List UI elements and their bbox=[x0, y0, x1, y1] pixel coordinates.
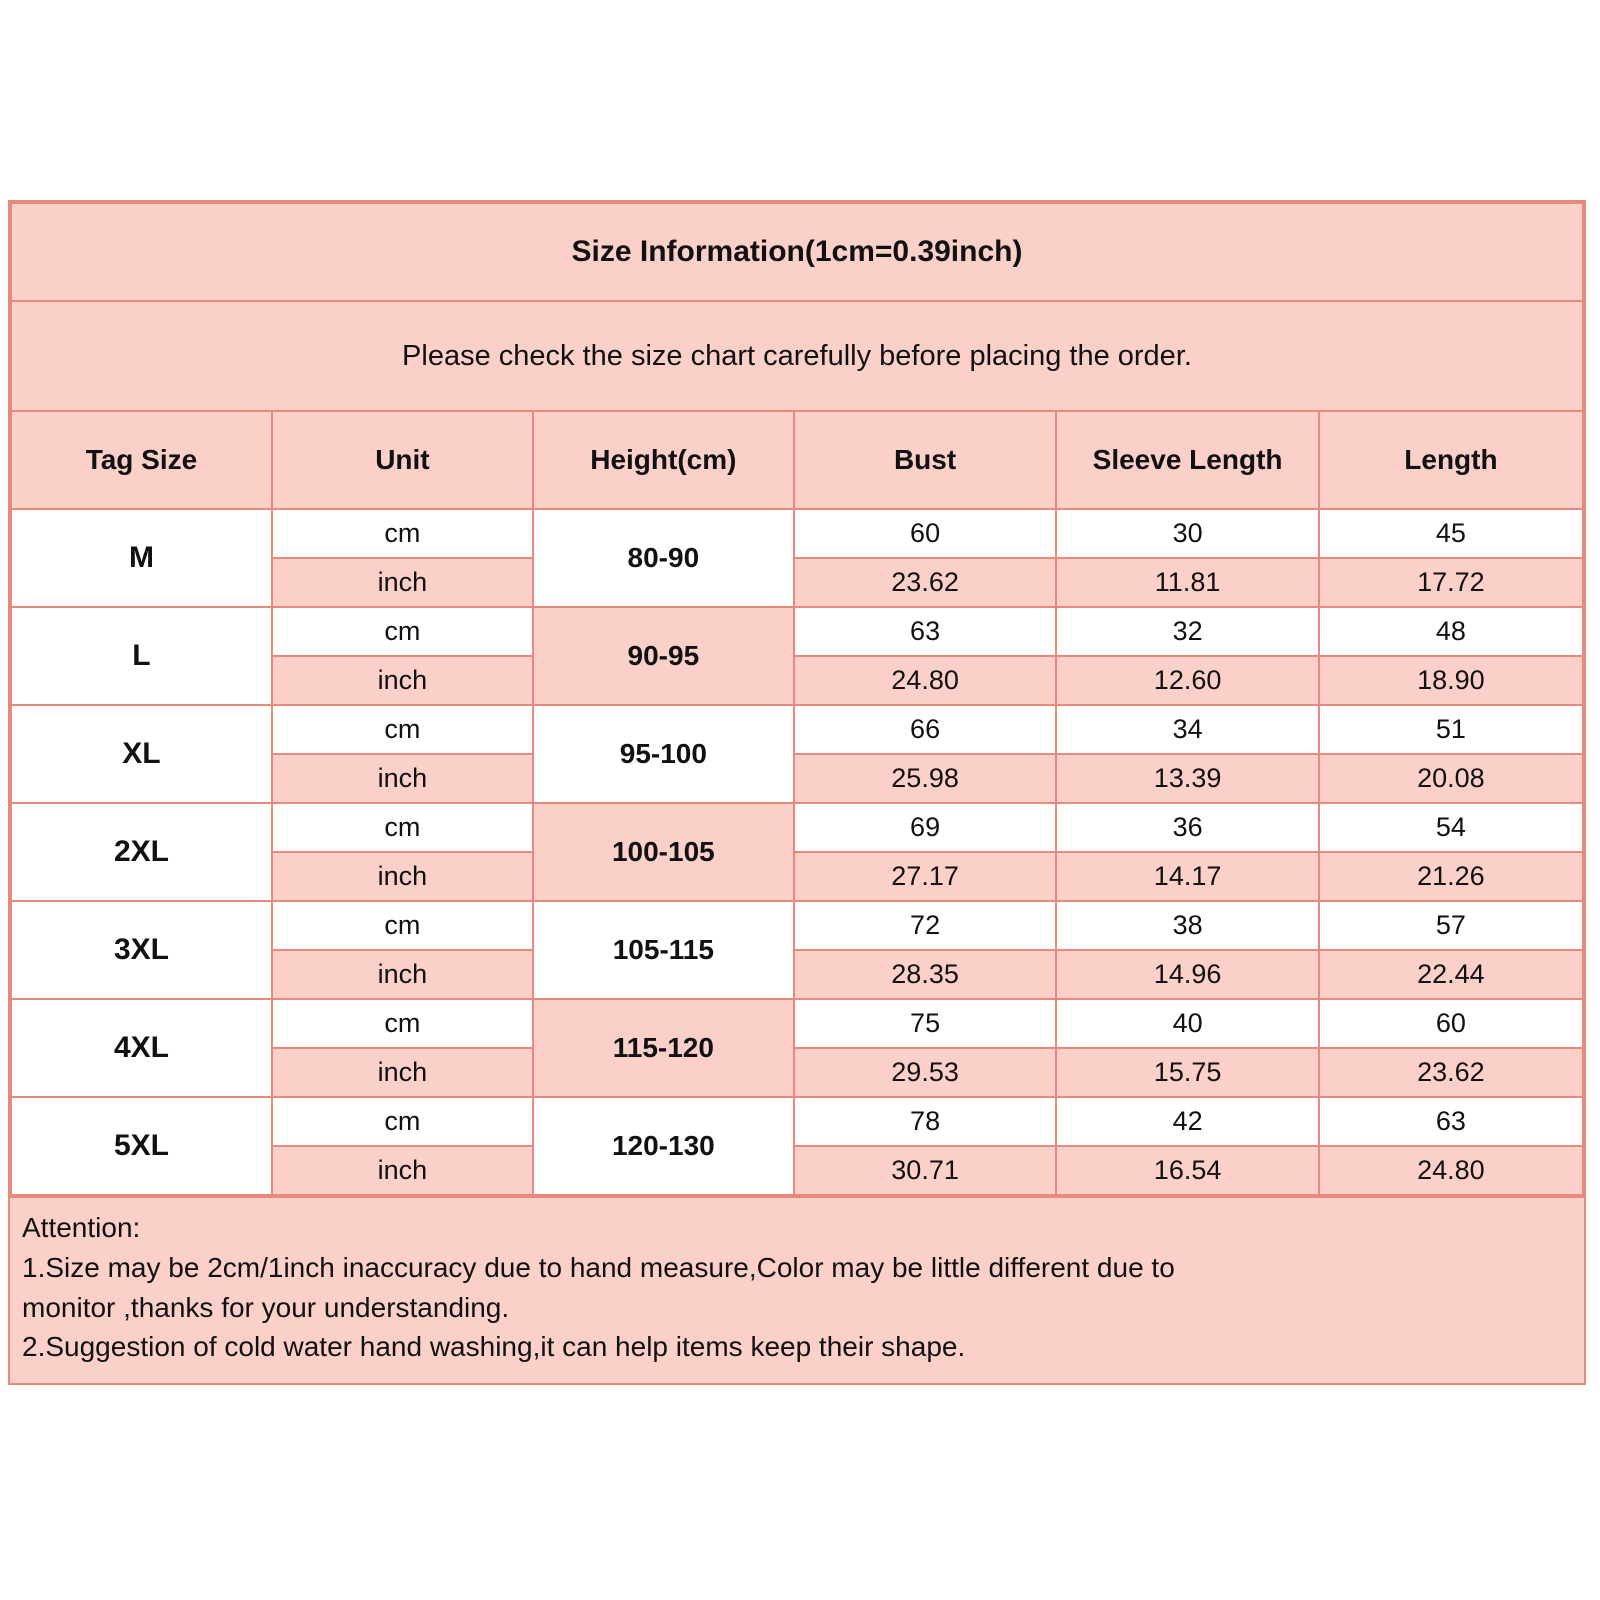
cell-sleeve-inch: 11.81 bbox=[1056, 558, 1319, 607]
cell-bust-cm: 75 bbox=[794, 999, 1057, 1048]
cell-length-inch: 17.72 bbox=[1319, 558, 1583, 607]
cell-sleeve-cm: 34 bbox=[1056, 705, 1319, 754]
cell-bust-inch: 29.53 bbox=[794, 1048, 1057, 1097]
cell-unit-inch: inch bbox=[272, 754, 533, 803]
table-title-row bbox=[11, 203, 1583, 301]
table-row bbox=[11, 901, 1583, 950]
cell-height: 95-100 bbox=[533, 705, 794, 803]
cell-unit-cm: cm bbox=[272, 509, 533, 558]
cell-length-cm: 45 bbox=[1319, 509, 1583, 558]
attention-section bbox=[10, 1196, 1584, 1383]
cell-bust-inch: 30.71 bbox=[794, 1146, 1057, 1195]
cell-tag-size: L bbox=[11, 607, 272, 705]
chart-subtitle: Please check the size chart carefully before placing the order. bbox=[11, 301, 1583, 411]
cell-length-cm: 54 bbox=[1319, 803, 1583, 852]
cell-unit-inch: inch bbox=[272, 1048, 533, 1097]
cell-tag-size: XL bbox=[11, 705, 272, 803]
cell-unit-cm: cm bbox=[272, 901, 533, 950]
chart-title: Size Information(1cm=0.39inch) bbox=[11, 203, 1583, 301]
cell-length-inch: 21.26 bbox=[1319, 852, 1583, 901]
cell-length-cm: 51 bbox=[1319, 705, 1583, 754]
size-information-table bbox=[10, 202, 1584, 1196]
cell-unit-cm: cm bbox=[272, 803, 533, 852]
column-header-tag-size: Tag Size bbox=[11, 411, 272, 509]
cell-height: 115-120 bbox=[533, 999, 794, 1097]
cell-sleeve-inch: 13.39 bbox=[1056, 754, 1319, 803]
cell-sleeve-inch: 14.96 bbox=[1056, 950, 1319, 999]
cell-length-cm: 57 bbox=[1319, 901, 1583, 950]
cell-unit-cm: cm bbox=[272, 607, 533, 656]
cell-sleeve-cm: 40 bbox=[1056, 999, 1319, 1048]
cell-sleeve-inch: 14.17 bbox=[1056, 852, 1319, 901]
cell-tag-size: 4XL bbox=[11, 999, 272, 1097]
cell-unit-inch: inch bbox=[272, 950, 533, 999]
cell-sleeve-cm: 38 bbox=[1056, 901, 1319, 950]
cell-bust-cm: 78 bbox=[794, 1097, 1057, 1146]
table-row bbox=[11, 999, 1583, 1048]
cell-tag-size: 2XL bbox=[11, 803, 272, 901]
cell-unit-inch: inch bbox=[272, 1146, 533, 1195]
size-chart-container bbox=[8, 200, 1586, 1385]
cell-bust-inch: 23.62 bbox=[794, 558, 1057, 607]
cell-length-cm: 63 bbox=[1319, 1097, 1583, 1146]
attention-line-1: 1.Size may be 2cm/1inch inaccuracy due to hand measure,Color may be little different due to bbox=[22, 1251, 1175, 1283]
attention-line-3: 2.Suggestion of cold water hand washing,it can help items keep their shape. bbox=[22, 1331, 966, 1363]
cell-bust-cm: 63 bbox=[794, 607, 1057, 656]
column-header-bust: Bust bbox=[794, 411, 1057, 509]
cell-unit-cm: cm bbox=[272, 999, 533, 1048]
cell-bust-inch: 25.98 bbox=[794, 754, 1057, 803]
cell-height: 105-115 bbox=[533, 901, 794, 999]
table-row bbox=[11, 705, 1583, 754]
cell-sleeve-inch: 15.75 bbox=[1056, 1048, 1319, 1097]
cell-sleeve-inch: 12.60 bbox=[1056, 656, 1319, 705]
table-row bbox=[11, 509, 1583, 558]
cell-bust-cm: 60 bbox=[794, 509, 1057, 558]
cell-bust-inch: 28.35 bbox=[794, 950, 1057, 999]
cell-height: 80-90 bbox=[533, 509, 794, 607]
cell-height: 120-130 bbox=[533, 1097, 794, 1195]
cell-sleeve-cm: 36 bbox=[1056, 803, 1319, 852]
cell-tag-size: 5XL bbox=[11, 1097, 272, 1195]
attention-heading: Attention: bbox=[22, 1212, 141, 1243]
column-header-unit: Unit bbox=[272, 411, 533, 509]
cell-tag-size: M bbox=[11, 509, 272, 607]
cell-sleeve-inch: 16.54 bbox=[1056, 1146, 1319, 1195]
cell-length-inch: 22.44 bbox=[1319, 950, 1583, 999]
cell-height: 100-105 bbox=[533, 803, 794, 901]
cell-bust-inch: 27.17 bbox=[794, 852, 1057, 901]
column-header-height: Height(cm) bbox=[533, 411, 794, 509]
table-row bbox=[11, 803, 1583, 852]
table-row bbox=[11, 607, 1583, 656]
cell-height: 90-95 bbox=[533, 607, 794, 705]
cell-sleeve-cm: 30 bbox=[1056, 509, 1319, 558]
cell-length-inch: 18.90 bbox=[1319, 656, 1583, 705]
cell-unit-inch: inch bbox=[272, 656, 533, 705]
table-row bbox=[11, 1097, 1583, 1146]
cell-unit-inch: inch bbox=[272, 558, 533, 607]
cell-bust-cm: 66 bbox=[794, 705, 1057, 754]
table-header-row bbox=[11, 411, 1583, 509]
cell-unit-cm: cm bbox=[272, 1097, 533, 1146]
column-header-length: Length bbox=[1319, 411, 1583, 509]
cell-length-inch: 23.62 bbox=[1319, 1048, 1583, 1097]
cell-bust-cm: 72 bbox=[794, 901, 1057, 950]
cell-bust-inch: 24.80 bbox=[794, 656, 1057, 705]
cell-unit-cm: cm bbox=[272, 705, 533, 754]
cell-unit-inch: inch bbox=[272, 852, 533, 901]
cell-tag-size: 3XL bbox=[11, 901, 272, 999]
column-header-sleeve-length: Sleeve Length bbox=[1056, 411, 1319, 509]
cell-length-cm: 60 bbox=[1319, 999, 1583, 1048]
cell-sleeve-cm: 42 bbox=[1056, 1097, 1319, 1146]
cell-length-inch: 20.08 bbox=[1319, 754, 1583, 803]
attention-line-2: monitor ,thanks for your understanding. bbox=[22, 1291, 510, 1323]
table-subtitle-row bbox=[11, 301, 1583, 411]
cell-length-inch: 24.80 bbox=[1319, 1146, 1583, 1195]
cell-bust-cm: 69 bbox=[794, 803, 1057, 852]
cell-sleeve-cm: 32 bbox=[1056, 607, 1319, 656]
cell-length-cm: 48 bbox=[1319, 607, 1583, 656]
